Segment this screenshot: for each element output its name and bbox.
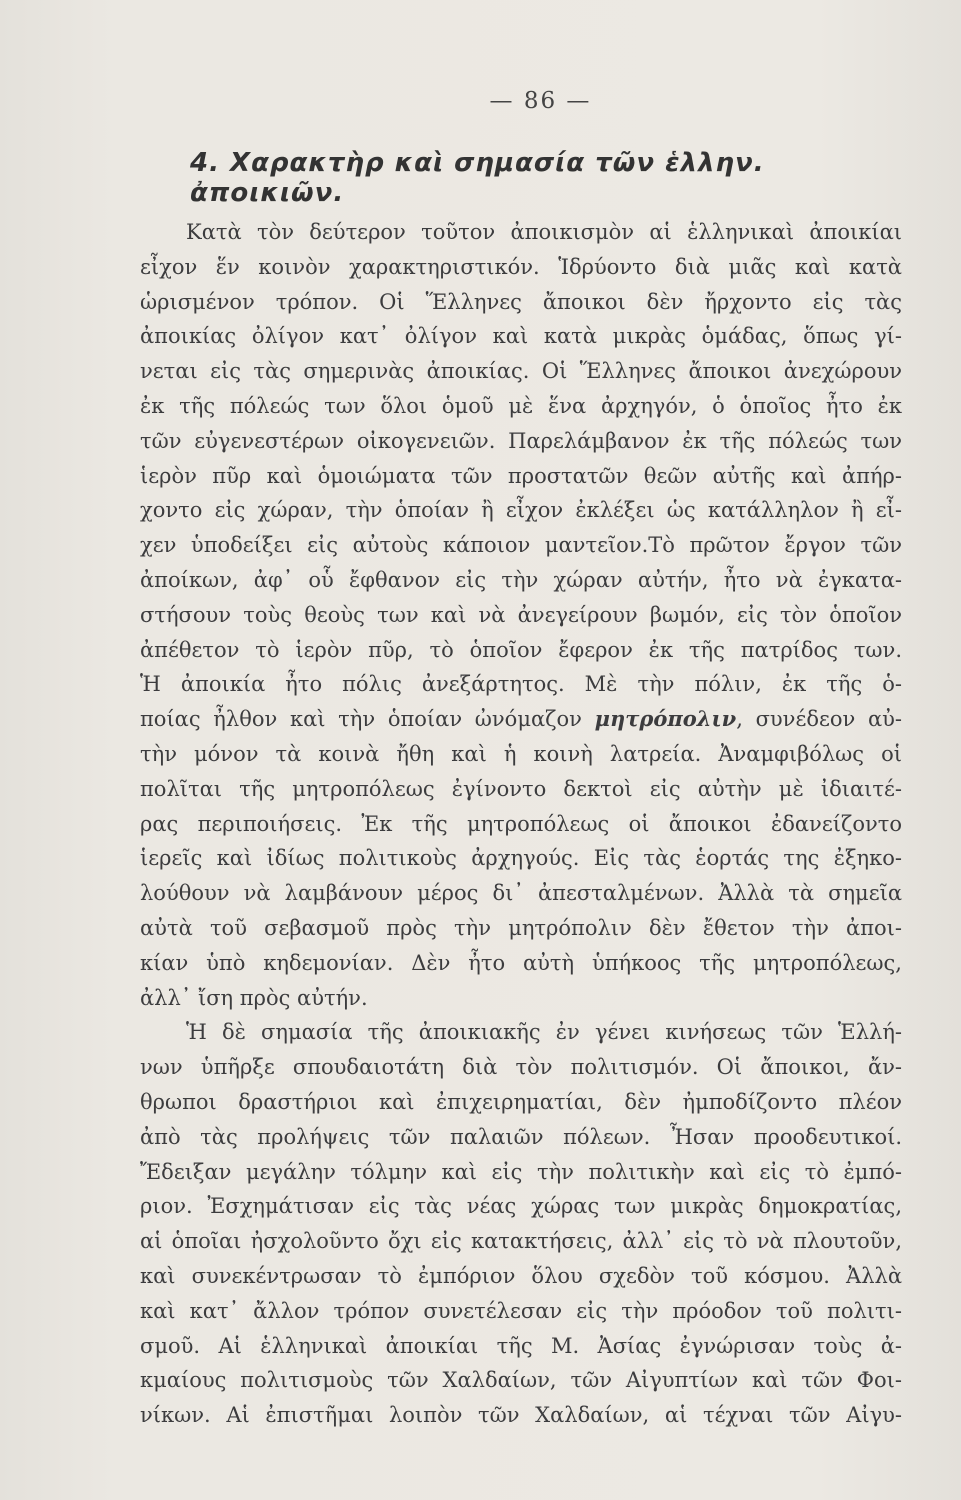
text-line: Κατὰ τὸν δεύτερον τοῦτον ἀποικισμὸν αἱ ἑλληνικαὶ ἀποικίαι — [186, 220, 902, 244]
text-line: πολῖται τῆς μητροπόλεως ἐγίνοντο δεκτοὶ εἰς αὐτὴν μὲ ἰδιαιτέ- — [140, 776, 902, 801]
text-line: τὴν μόνον τὰ κοινὰ ἤθη καὶ ἡ κοινὴ λατρεία. Ἀναμφιβόλως οἱ — [140, 741, 902, 766]
text-line: νεται εἰς τὰς σημερινὰς ἀποικίας. Οἱ Ἕλληνες ἄποικοι ἀνεχώρουν — [140, 359, 902, 384]
text-line: νων ὑπῆρξε σπουδαιοτάτη διὰ τὸν πολιτισμόν. Οἱ ἄποικοι, ἄν- — [140, 1055, 902, 1080]
text-line: Ἡ δὲ σημασία τῆς ἀποικιακῆς ἐν γένει κινήσεως τῶν Ἑλλή- — [186, 1020, 902, 1045]
text-line: Ἡ ἀποικία ἦτο πόλις ἀνεξάρτητος. Μὲ τὴν πόλιν, ἐκ τῆς ὁ- — [140, 672, 902, 697]
text-line: εἶχον ἕν κοινὸν χαρακτηριστικόν. Ἱδρύοντο διὰ μιᾶς καὶ κατὰ — [140, 254, 902, 279]
text-line: ἱερεῖς καὶ ἰδίως πολιτικοὺς ἀρχηγούς. Εἰς τὰς ἑορτάς της ἐξηκο- — [140, 846, 902, 871]
text-line: ἀποικίας ὀλίγον κατ᾿ ὀλίγον καὶ κατὰ μικρὰς ὁμάδας, ὅπως γί- — [140, 324, 902, 349]
text-line: αὐτὰ τοῦ σεβασμοῦ πρὸς τὴν μητρόπολιν δὲν ἔθετον τὴν ἀποι- — [140, 915, 902, 940]
text-line: ἀπέθετον τὸ ἱερὸν πῦρ, τὸ ὁποῖον ἔφερον ἐκ τῆς πατρίδος των. — [140, 637, 902, 662]
text-line: καὶ συνεκέντρωσαν τὸ ἐμπόριον ὅλου σχεδὸν τοῦ κόσμου. Ἀλλὰ — [140, 1263, 902, 1288]
body-text — [140, 215, 902, 1433]
emphasized-term: μητρόπολιν — [594, 706, 737, 732]
text-line: Ἔδειξαν μεγάλην τόλμην καὶ εἰς τὴν πολιτικὴν καὶ εἰς τὸ ἐμπό- — [140, 1159, 902, 1184]
text-line: ἱερὸν πῦρ καὶ ὁμοιώματα τῶν προστατῶν θεῶν αὐτῆς καὶ ἀπήρ- — [140, 463, 902, 488]
text-segment: ποίας ἦλθον καὶ τὴν ὁποίαν ὠνόμαζον — [140, 707, 595, 732]
text-line: ἀποίκων, ἀφ᾿ οὗ ἔφθανον εἰς τὴν χώραν αὐτήν, ἦτο νὰ ἐγκατα- — [140, 567, 902, 592]
text-line: θρωποι δραστήριοι καὶ ἐπιχειρηματίαι, δὲν ἠμποδίζοντο πλέον — [140, 1089, 902, 1114]
page-number: — 86 — — [489, 88, 592, 114]
text-line: τῶν εὐγενεστέρων οἰκογενειῶν. Παρελάμβανον ἐκ τῆς πόλεώς των — [140, 428, 902, 453]
text-line: ρας περιποιήσεις. Ἐκ τῆς μητροπόλεως οἱ ἄποικοι ἐδανείζοντο — [140, 811, 902, 836]
section-heading: 4. Χαρακτὴρ καὶ σημασία τῶν ἑλλην. ἀποικιῶν. — [190, 148, 765, 208]
text-line: καὶ κατ᾿ ἄλλον τρόπον συνετέλεσαν εἰς τὴν πρόοδον τοῦ πολιτι- — [140, 1298, 902, 1323]
text-line: στήσουν τοὺς θεοὺς των καὶ νὰ ἀνεγείρουν βωμόν, εἰς τὸν ὁποῖον — [140, 602, 902, 627]
text-line: ἐκ τῆς πόλεώς των ὅλοι ὁμοῦ μὲ ἕνα ἀρχηγόν, ὁ ὁποῖος ἦτο ἐκ — [140, 393, 902, 418]
text-line: ἀλλ᾿ ἴση πρὸς αὐτήν. — [140, 985, 368, 1010]
text-line: ὡρισμένον τρόπον. Οἱ Ἕλληνες ἄποικοι δὲν ἤρχοντο εἰς τὰς — [140, 289, 902, 314]
text-line: λούθουν νὰ λαμβάνουν μέρος δι᾿ ἀπεσταλμένων. Ἀλλὰ τὰ σημεῖα — [140, 881, 902, 906]
text-line: νίκων. Αἱ ἐπιστῆμαι λοιπὸν τῶν Χαλδαίων, αἱ τέχναι τῶν Αἰγυ- — [140, 1403, 902, 1428]
text-line: σμοῦ. Αἱ ἑλληνικαὶ ἀποικίαι τῆς Μ. Ἀσίας ἐγνώρισαν τοὺς ἀ- — [140, 1333, 902, 1358]
text-line-with-emphasis — [140, 702, 902, 737]
text-line: ἀπὸ τὰς προλήψεις τῶν παλαιῶν πόλεων. Ἦσαν προοδευτικοί. — [140, 1124, 902, 1149]
text-line: αἱ ὁποῖαι ἠσχολοῦντο ὄχι εἰς κατακτήσεις, ἀλλ᾿ εἰς τὸ νὰ πλουτοῦν, — [140, 1229, 902, 1254]
text-line: κμαίους πολιτισμοὺς τῶν Χαλδαίων, τῶν Αἰγυπτίων καὶ τῶν Φοι- — [140, 1368, 902, 1393]
text-line: χεν ὑποδείξει εἰς αὐτοὺς κάποιον μαντεῖον.Τὸ πρῶτον ἔργον τῶν — [140, 533, 902, 558]
text-line: κίαν ὑπὸ κηδεμονίαν. Δὲν ἦτο αὐτὴ ὑπήκοος τῆς μητροπόλεως, — [140, 950, 902, 975]
text-line: ριον. Ἐσχημάτισαν εἰς τὰς νέας χώρας των μικρὰς δημοκρατίας, — [140, 1194, 902, 1219]
text-line: χοντο εἰς χώραν, τὴν ὁποίαν ἢ εἶχον ἐκλέξει ὡς κατάλληλον ἢ εἶ- — [140, 498, 902, 523]
text-segment: , συνέδεον αὐ- — [736, 707, 902, 732]
